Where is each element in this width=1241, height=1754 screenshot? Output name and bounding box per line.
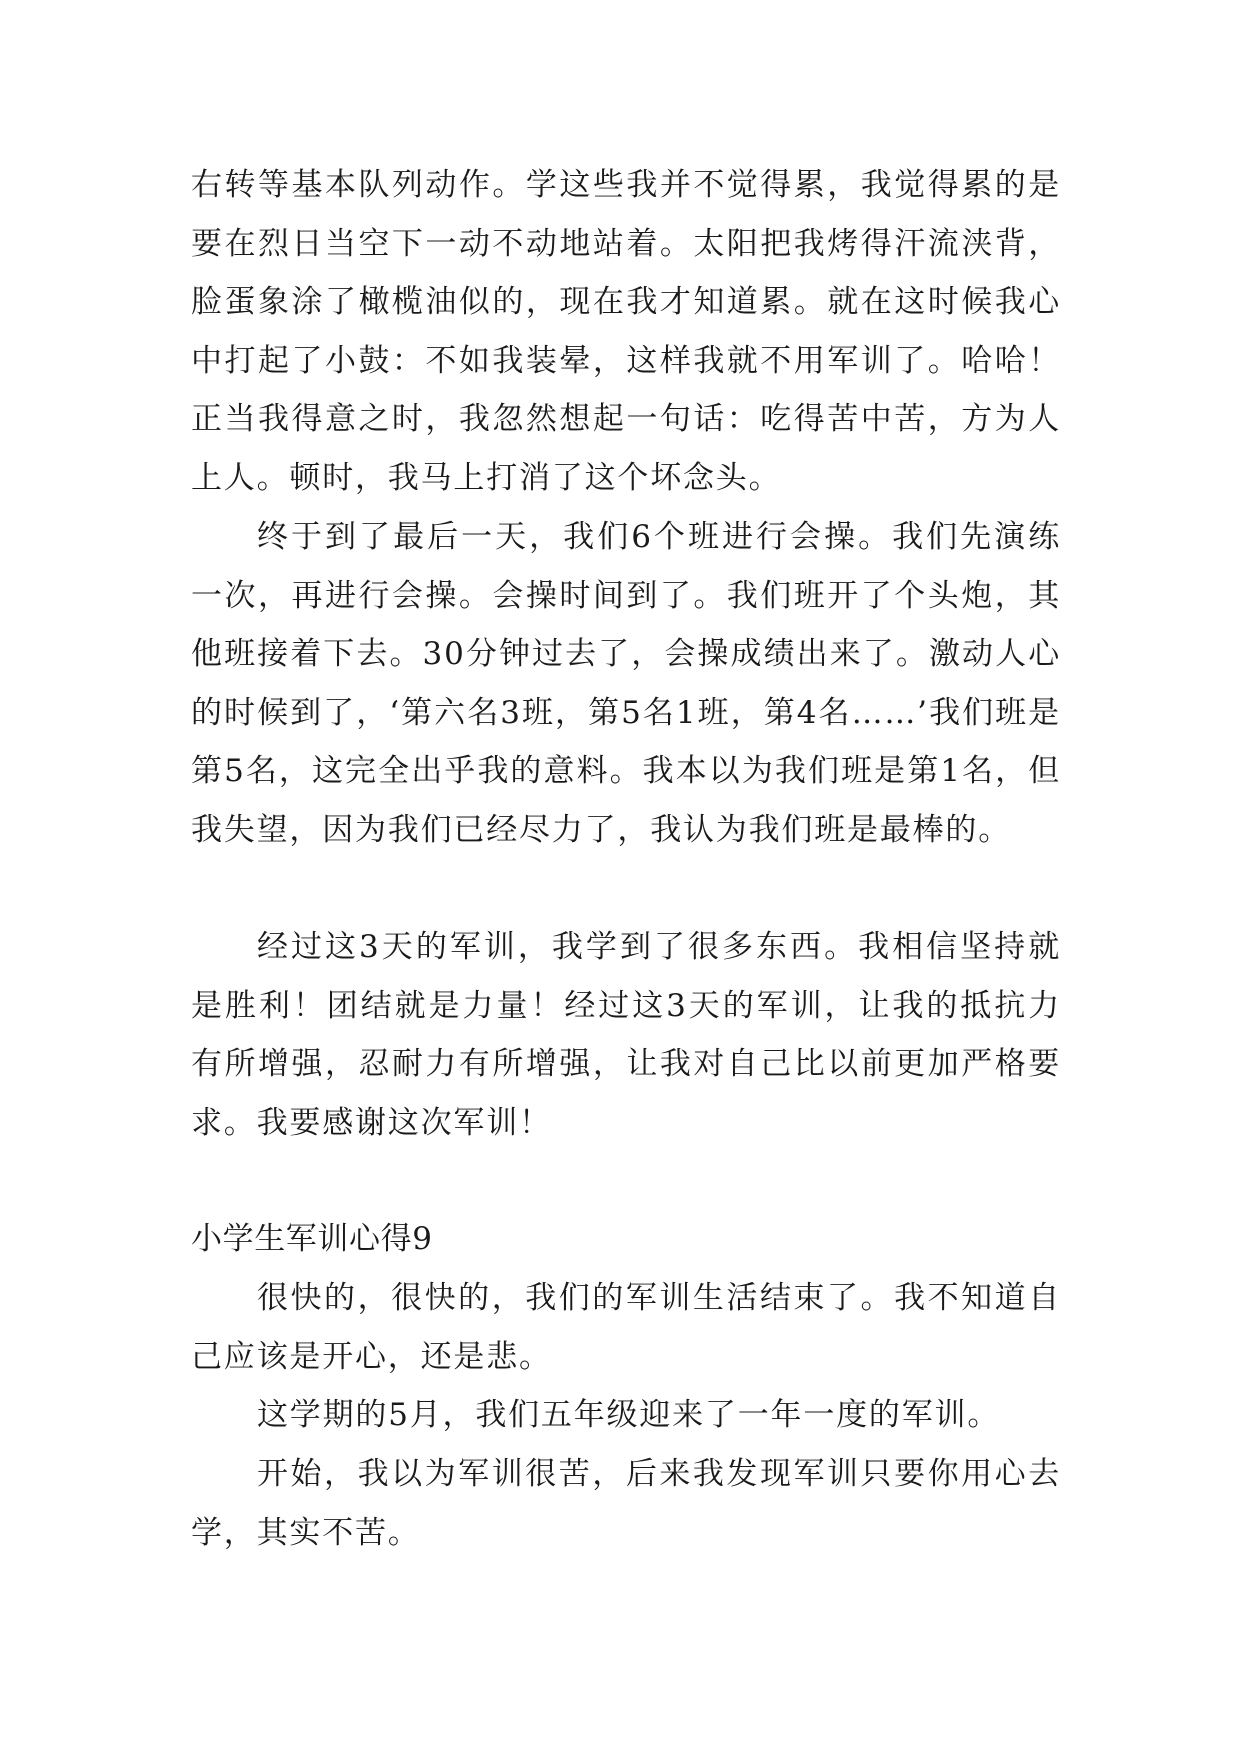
paragraph-start: 开始，我以为军训很苦，后来我发现军训只要你用心去学，其实不苦。 bbox=[191, 1456, 1061, 1551]
paragraph-final-day: 终于到了最后一天，我们6个班进行会操。我们先演练一次，再进行会操。会操时间到了。我们班开了个头炮，其他班接着下去。30分钟过去了，会操成绩出来了。激动人心的时候到了，‘第六名3班，第5名1班，第4名……’我们班是第5名，这完全出乎我的意料。我本以为我们班是第1名，但我失望，因为我们已经尽力了，我认为我们班是最棒的。 bbox=[191, 519, 1061, 848]
paragraph-continuation: 右转等基本队列动作。学这些我并不觉得累，我觉得累的是要在烈日当空下一动不动地站着。太阳把我烤得汗流浃背，脸蛋象涂了橄榄油似的，现在我才知道累。就在这时候我心中打起了小鼓：不如我装晕，这样我就不用军训了。哈哈！正当我得意之时，我忽然想起一句话：吃得苦中苦，方为人上人。顿时，我马上打消了这个坏念头。 bbox=[191, 167, 1061, 496]
section-heading: 小学生军训心得9 bbox=[191, 1221, 433, 1257]
paragraph-may: 这学期的5月，我们五年级迎来了一年一度的军训。 bbox=[257, 1397, 1001, 1433]
paragraph-intro: 很快的，很快的，我们的军训生活结束了。我不知道自己应该是开心，还是悲。 bbox=[191, 1280, 1061, 1375]
paragraph-conclusion: 经过这3天的军训，我学到了很多东西。我相信坚持就是胜利！团结就是力量！经过这3天的军训，让我的抵抗力有所增强，忍耐力有所增强，让我对自己比以前更加严格要求。我要感谢这次军训！ bbox=[191, 929, 1061, 1141]
